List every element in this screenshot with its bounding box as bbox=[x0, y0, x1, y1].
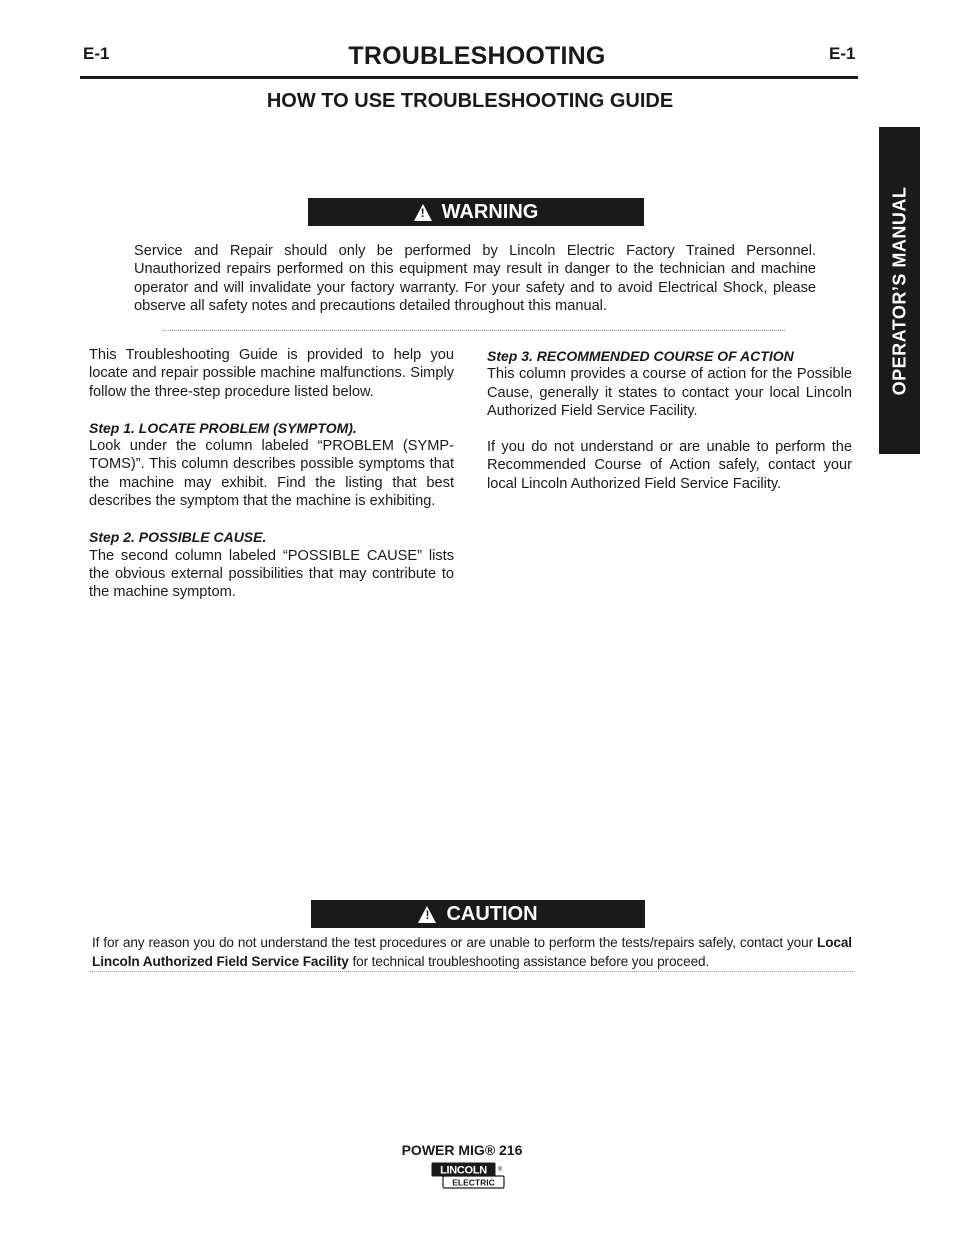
logo-top-text: LINCOLN bbox=[440, 1164, 487, 1177]
warning-text: Service and Repair should only be performed by Lincoln Electric Factory Trained Personnel. Unauthorized repairs performed on this equipment may result in danger to the technician and machine operator and will invalidate your factory warranty. For your safety and to avoid Electrical Shock, please observe all safety notes and precautions detailed throughout this manual. bbox=[134, 243, 816, 314]
step3-block bbox=[487, 347, 852, 420]
caution-divider bbox=[90, 971, 853, 972]
caution-text bbox=[92, 933, 852, 971]
caution-icon-glyph: ! bbox=[425, 907, 430, 922]
guide-right-column bbox=[487, 347, 852, 511]
step3-heading: Step 3. RECOMMENDED COURSE OF ACTION bbox=[487, 348, 794, 364]
warning-icon-glyph: ! bbox=[420, 205, 425, 220]
section-subtitle: HOW TO USE TROUBLESHOOTING GUIDE bbox=[266, 90, 674, 112]
page-code-left: E-1 bbox=[83, 44, 110, 63]
header-rule bbox=[80, 76, 858, 79]
step2-text: The second column labeled “POSSIBLE CAUSE” lists the obvious external possibilities that may contribute to the machine symptom. bbox=[89, 547, 454, 601]
side-tab-label: OPERATOR’S MANUAL bbox=[889, 186, 909, 395]
warning-icon bbox=[414, 204, 432, 221]
guide-left-column bbox=[89, 346, 454, 620]
lincoln-electric-logo bbox=[431, 1162, 505, 1189]
caution-text-bold: Local Lincoln Authorized Field Service Facility bbox=[92, 935, 852, 969]
caution-banner bbox=[311, 900, 645, 928]
caution-text-before: If for any reason you do not understand the test procedures or are unable to perform the tests/repairs safely, contact your bbox=[92, 935, 817, 950]
warning-label: WARNING bbox=[441, 200, 539, 223]
guide-closing: If you do not understand or are unable to perform the Recommended Course of Action safely, contact your local Lincoln Authorized Field Service Facility. bbox=[487, 439, 852, 492]
step1-block bbox=[89, 419, 454, 510]
logo-bottom-text: ELECTRIC bbox=[452, 1177, 495, 1188]
step3-text: This column provides a course of action for the Possible Cause, generally it states to contact your local Lincoln Authorized Field Service Facility. bbox=[487, 366, 852, 419]
side-tab bbox=[879, 127, 920, 454]
warning-banner bbox=[308, 198, 644, 226]
warning-divider bbox=[163, 330, 785, 331]
caution-label: CAUTION bbox=[446, 902, 538, 925]
step2-block bbox=[89, 528, 454, 601]
caution-text-after: for technical troubleshooting assistance before you proceed. bbox=[348, 954, 710, 969]
step1-heading: Step 1. LOCATE PROBLEM (SYMPTOM). bbox=[89, 419, 357, 436]
logo-registered-mark: ® bbox=[497, 1167, 503, 1173]
guide-intro: This Troubleshooting Guide is provided to help you locate and repair possible machine malfunctions. Simply follow the three-step procedure listed below. bbox=[89, 347, 454, 400]
step1-text: Look under the column labeled “PROBLEM (SYMP-TOMS)”. This column describes possible symptoms that the machine may exhibit. Find the listing that best describes the symptom that the machine is exhibiting. bbox=[89, 438, 454, 510]
step2-heading: Step 2. POSSIBLE CAUSE. bbox=[89, 529, 267, 546]
page-code-right: E-1 bbox=[829, 44, 856, 63]
caution-icon bbox=[418, 906, 436, 923]
page-title: TROUBLESHOOTING bbox=[348, 42, 606, 70]
footer-model: POWER MIG® 216 bbox=[401, 1142, 523, 1158]
